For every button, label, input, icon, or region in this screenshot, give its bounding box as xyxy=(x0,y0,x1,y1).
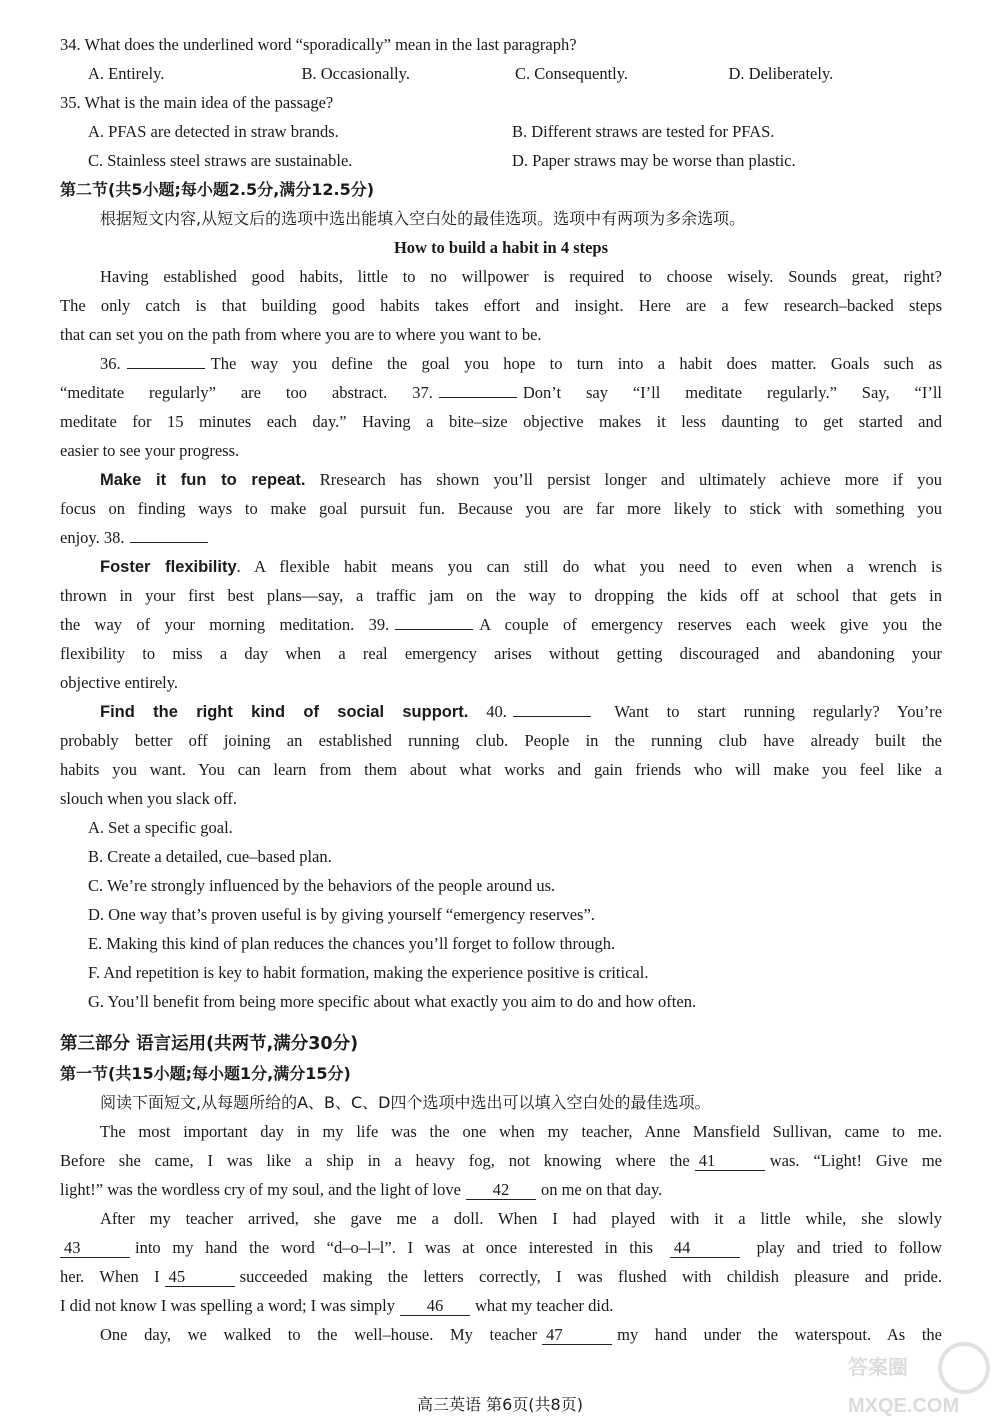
exam-page xyxy=(60,30,942,1349)
option-b: B. Occasionally. xyxy=(301,64,410,83)
option-a: A. PFAS are detected in straw brands. xyxy=(88,122,339,141)
blank-47[interactable]: 47 xyxy=(542,1326,612,1345)
page-footer: 高三英语 第6页(共8页) xyxy=(417,1395,583,1414)
choice-b: B. Create a detailed, cue–based plan. xyxy=(88,847,332,866)
option-d: D. Deliberately. xyxy=(728,64,834,83)
passage-title: How to build a habit in 4 steps xyxy=(393,238,609,257)
option-d: D. Paper straws may be worse than plastic. xyxy=(512,151,796,170)
blank-45[interactable]: 45 xyxy=(165,1268,235,1287)
blank-43[interactable]: 43 xyxy=(60,1239,130,1258)
section2-instruction: 根据短文内容,从短文后的选项中选出能填入空白处的最佳选项。选项中有两项为多余选项。 xyxy=(100,209,746,228)
paragraph-heading: Make it fun to repeat. xyxy=(100,471,306,489)
section2-header: 第二节(共5小题;每小题2.5分,满分12.5分) xyxy=(60,180,375,199)
paragraph-2: 36. The way you define the goal you hope to turn into a habit does matter. Goals such as “meditate regularly” are too abstract. 37. Don’t say “I’ll meditate regularly.” Say, “I’ll meditate for 15 minutes each day.” Having a bite–size objective makes it less daunting to get started and easier to see your progress. xyxy=(60,349,942,465)
svg-text:MXQE.COM: MXQE.COM xyxy=(848,1395,960,1417)
option-c: C. Stainless steel straws are sustainable. xyxy=(88,151,353,170)
blank-37[interactable] xyxy=(439,379,517,398)
choice-f: F. And repetition is key to habit formation, making the experience positive is critical. xyxy=(88,963,649,982)
cloze-paragraph-1: The most important day in my life was the one when my teacher, Anne Mansfield Sullivan, came to me. Before she came, I was like a ship in a heavy fog, not knowing where the 41 was. “Light! Give me light!” was the wordless cry of my soul, and the light of love 42 on me on that day. xyxy=(60,1122,942,1199)
part3-subheader: 第一节(共15小题;每小题1分,满分15分) xyxy=(60,1064,351,1083)
choice-e: E. Making this kind of plan reduces the chances you’ll forget to follow through. xyxy=(88,934,616,953)
q34-stem: 34. What does the underlined word “sporadically” mean in the last paragraph? xyxy=(60,35,577,54)
blank-40[interactable] xyxy=(513,698,591,717)
option-b: B. Different straws are tested for PFAS. xyxy=(512,122,775,141)
cloze-paragraph-2: After my teacher arrived, she gave me a doll. When I had played with it a little while, she slowly 43 into my hand the word “d–o–l–l”. I was at once interested in this 44 play and tried to follow her. When I 45 succeeded making the letters correctly, I was flushed with childish pleasure and pride. I did not know I was spelling a word; I was simply 46 what my teacher did. xyxy=(60,1209,942,1315)
blank-44[interactable]: 44 xyxy=(670,1239,740,1258)
paragraph-1: Having established good habits, little to no willpower is required to choose wisely. Sounds great, right? The only catch is that building good habits takes effort and insight. Here are a few research–backed steps that can set you on the path from where you are to where you want to be. xyxy=(60,267,942,344)
q35-options-row1 xyxy=(60,117,942,146)
blank-38[interactable] xyxy=(130,524,208,543)
blank-41[interactable]: 41 xyxy=(695,1152,765,1171)
choice-c: C. We’re strongly influenced by the behaviors of the people around us. xyxy=(88,876,556,895)
choice-d: D. One way that’s proven useful is by giving yourself “emergency reserves”. xyxy=(88,905,595,924)
answer-choices xyxy=(60,813,942,1016)
option-a: A. Entirely. xyxy=(88,64,165,83)
choice-g: G. You’ll benefit from being more specific about what exactly you aim to do and how often. xyxy=(88,992,697,1011)
choice-a: A. Set a specific goal. xyxy=(88,818,233,837)
part3-header: 第三部分 语言运用(共两节,满分30分) xyxy=(60,1034,359,1054)
q35-options-row2 xyxy=(60,146,942,175)
q35-stem: 35. What is the main idea of the passage? xyxy=(60,93,334,112)
blank-42[interactable]: 42 xyxy=(466,1181,536,1200)
paragraph-heading: Foster flexibility xyxy=(100,558,237,576)
watermark-text: 答案圈 xyxy=(848,1357,908,1379)
blank-39[interactable] xyxy=(395,611,473,630)
cloze-paragraph-3: One day, we walked to the well–house. My teacher 47 my hand under the waterspout. As the xyxy=(100,1325,942,1344)
paragraph-4: Foster flexibility. A flexible habit means you can still do what you need to even when a wrench is thrown in your first best plans—say, a traffic jam on the way to dropping the kids off at school that gets in the way of your morning meditation. 39. A couple of emergency reserves each week give you the flexibility to miss a day when a real emergency arises without getting discouraged and abandoning your objective entirely. xyxy=(60,557,942,692)
paragraph-5: Find the right kind of social support. 40. Want to start running regularly? You’re probably better off joining an established running club. People in the running club have already built the habits you want. You can learn from them about what works and gain friends who will make you feel like a slouch when you slack off. xyxy=(60,697,942,813)
watermark-logo xyxy=(844,1338,994,1422)
part3-instruction: 阅读下面短文,从每题所给的A、B、C、D四个选项中选出可以填入空白处的最佳选项。 xyxy=(100,1093,711,1112)
blank-36[interactable] xyxy=(127,350,205,369)
paragraph-heading: Find the right kind of social support. xyxy=(100,703,469,721)
blank-46[interactable]: 46 xyxy=(400,1297,470,1316)
option-c: C. Consequently. xyxy=(515,64,629,83)
paragraph-3: Make it fun to repeat. Rresearch has shown you’ll persist longer and ultimately achieve more if you focus on finding ways to make goal pursuit fun. Because you are far more likely to stick with something you enjoy. 38. xyxy=(60,470,942,547)
q34-options xyxy=(60,59,942,88)
